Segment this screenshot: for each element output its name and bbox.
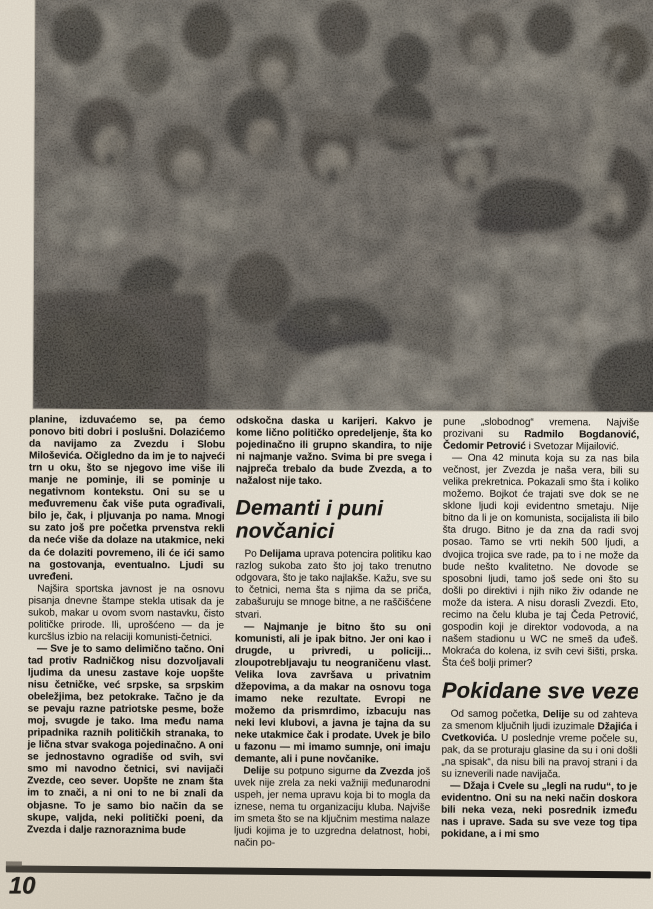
- text-run: Radmilo Bogdanović, Čedomir Petrović: [443, 429, 640, 453]
- text-run: pune „slobodnog“ vremena. Najviše prozivani su: [443, 416, 640, 441]
- paragraph: [441, 709, 637, 782]
- text-run: Džajića i Cvetkovića.: [441, 721, 638, 744]
- text-run: su od zahteva za smenom ključnih ljudi izuzimale: [441, 709, 638, 733]
- column-1: [27, 414, 225, 867]
- paragraph: — Sve je to samo delimično tačno. Oni tad protiv Radničkog nisu dozvoljavali ljudima da unesu zastave koje uopšte nisu četničke, već srpske, sa srpskim obeležjima, bez petokrake. Tačno je da se pevaju razne patriotske pesme, bože moj, svugde je tako. Ima među nama pripadnika raznih političkih stranaka, to je lična stvar svakoga pojedinačno. A oni se jednostavno ogradiše od svih, svi smo mi navodno četnici, svi navijači Zvezde, ceo sever. Uopšte ne znam šta im to znači, a ni oni to ne bi znali da objasne. To je samo bio način da se skupe, valjda, neki politički poeni, da Zvezda i dalje raznoraznima bude: [27, 643, 225, 836]
- text-run: uprava potencira politiku kao razlog sukoba zato što joj tako trenutno odgovara, što je tako najlakše. Kažu, sve su to četnici, nema šta s njima da se priča, zabašuruju se mnoge bitne, a ne raščišćene stvari.: [235, 549, 432, 621]
- text-run: i Svetozar Mijailović.: [525, 441, 619, 453]
- paragraph: [443, 417, 639, 454]
- paragraph: — Ona 42 minuta koja su za nas bila večnost, jer Zvezda je naša vera, bili su velika prekretnica. Pokazali smo šta i koliko možemo. Bojkot će trajati sve dok se ne sklone ljudi koji evidentno smetaju. Nije bitno da li je on komunista, socijalista ili bilo šta drugo. Bitno je da zna da radi svoj posao. Tamo se vrti nekih 500 ljudi, a dvojica trojica sve rade, pa to i ne može da bude nešto kvalitetno. Ne dovode se sposobni ljudi, tamo još sede oni što su došli po direktivi i njih niko živ odande ne može da istera. A nisu dorasli Zvezdi. Eto, recimo na čelu kluba je taj Čeda Petrović, gospodin koji je direktor vodovoda, a na našem stadionu u WC ne smeš da uđeš. Mokraća do kolena, iz svih cevi šišti, prska. Šta ćeš bolji primer?: [441, 452, 640, 670]
- text-run: Delije: [543, 709, 570, 721]
- paragraph: — Najmanje je bitno što su oni komunisti, ali je ipak bitno. Jer oni kao i drugde, u privredi, u policiji... zloupotrebljavaju tu neograničenu vlast. Velika lova završava u privatnim džepovima, a da makar na osnovu toga imamo neke rezultate. Evropi ne možemo da prismrdimo, izbacuju nas neki levi klubovi, a javna je tajna da su neke utakmice čak i prodate. Uvek je bilo u fazonu — mi imamo sumnje, oni imaju demante, ali i pune novčanike.: [234, 621, 432, 766]
- footer-rule-nub: [6, 861, 22, 866]
- text-run: da Zvezda: [364, 766, 414, 778]
- text-run: još uvek nije zrela za neki važniji međunarodni uspeh, jer nema upravu koja bi to mogla da iznese, nema tu organizaciju kluba. Najviše im smeta što se na ključnim mestima nalaze ljudi kojima je to uzgredna delatnost, hobi, način po-: [233, 766, 431, 850]
- text-run: Delije: [243, 765, 271, 777]
- paragraph: — Džaja i Cvele su „legli na rudu“, to je evidentno. Oni su na neki način doskora bili neka veza, neki posrednik između nas i uprave. Sada su sve veze tog tipa pokidane, a i mi smo: [440, 780, 638, 841]
- text-run: su potpuno sigurne: [269, 765, 365, 778]
- paragraph: odskočna daska u karijeri. Kakvo je kome lično političko opredeljenje, šta ko pojedinačno ili grupno skandira, to nije ni najmanje važno. Svima bi pre svega i najpreča trebalo da bude Zvezda, a to nažalost nije tako.: [235, 415, 433, 488]
- paragraph: Najšira sportska javnost je na osnovu pisanja dnevne štampe stekla utisak da je sukob, makar u ovom svom nastavku, čisto političke prirode. Ili, uprošćeno — da je kurcšlus izbio na relaciji komunisti-četnici.: [28, 583, 225, 644]
- text-run: Po: [244, 548, 260, 560]
- paragraph: [235, 549, 431, 622]
- section-heading-demanti: Demanti i puni novčanici: [235, 496, 384, 544]
- paragraph: [234, 766, 430, 851]
- photo-grain-overlay: [33, 0, 653, 412]
- text-run: U poslednje vreme počele su, pak, da se proturaju glasine da su i oni došli „na spisak“, da nisu bili na pravoj strani i da su izneverili nade navijača.: [441, 732, 638, 781]
- page-number: 10: [8, 872, 36, 900]
- paragraph: planine, izduvaćemo se, pa ćemo ponovo biti dobri i poslušni. Dolazićemo da navijamo za Zvezdu i Slobu Miloševića. Očigledno da im je to najveći trn u oku, što se njegovo ime više ili manje ne pominje, ili se pominje u negativnom kontekstu. Oni su se u međuvremenu čak više puta ograđivali, bilo je, čak, i pljuvanja po nama. Mnogi su zato još pre početka prvenstva rekli da neće više da dolaze na utakmice, neki da će dolaziti povremeno, ili će ići samo na gostovanja, eventualno. Ljudi su uvređeni.: [28, 414, 226, 583]
- column-3: [441, 417, 639, 870]
- crowd-photo: [33, 0, 653, 412]
- crowd-photo-graphic: [33, 0, 653, 412]
- text-run: Od samog početka,: [450, 708, 544, 721]
- article-columns: [27, 414, 639, 869]
- column-2: [234, 416, 432, 869]
- section-heading-pokidane: Pokidane sve veze: [441, 677, 640, 704]
- text-run: Delijama: [259, 548, 301, 561]
